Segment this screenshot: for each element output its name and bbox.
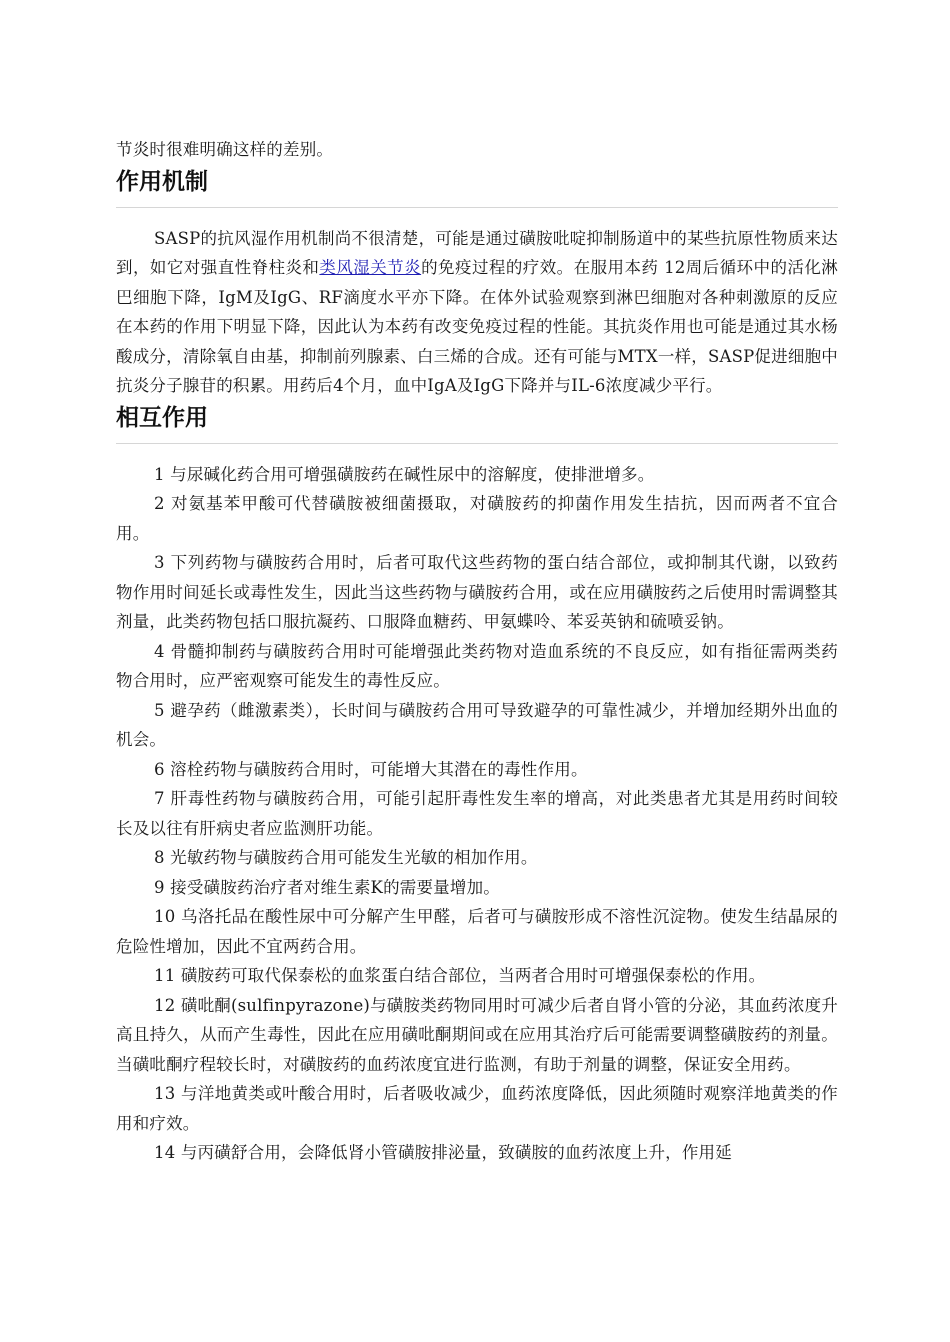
section-heading-interactions: 相互作用	[116, 404, 208, 431]
rheumatoid-arthritis-link[interactable]: 类风湿关节炎	[319, 258, 422, 277]
interaction-item: 14 与丙磺舒合用，会降低肾小管磺胺排泌量，致磺胺的血药浓度上升，作用延	[154, 1143, 732, 1162]
interaction-item: 3 下列药物与磺胺药合用时，后者可取代这些药物的蛋白结合部位，或抑制其代谢，以致药物作用时间延长或毒性发生，因此当这些药物与磺胺药合用，或在应用磺胺药之后使用时需调整其剂量，此类药物包括口服抗凝药、口服降血糖药、甲氨蝶呤、苯妥英钠和硫喷妥钠。	[116, 553, 838, 631]
mechanism-paragraph	[116, 224, 838, 401]
section-divider	[116, 443, 838, 444]
mechanism-text-after: 的免疫过程的疗效。在服用本药 12周后循环中的活化淋巴细胞下降，IgM及IgG、RF滴度水平亦下降。在体外试验观察到淋巴细胞对各种刺激原的反应在本药的作用下明显下降，因此认为本药有改变免疫过程的性能。其抗炎作用也可能是通过其水杨酸成分，清除氧自由基，抑制前列腺素、白三烯的合成。还有可能与MTX一样，SASP促进细胞中抗炎分子腺苷的积累。用药后4个月，血中IgA及IgG下降并与IL-6浓度减少平行。	[116, 258, 838, 395]
interaction-item: 12 磺吡酮(sulfinpyrazone)与磺胺类药物同用时可减少后者自肾小管的分泌，其血药浓度升高且持久，从而产生毒性，因此在应用磺吡酮期间或在应用其治疗后可能需要调整磺胺药的剂量。当磺吡酮疗程较长时，对磺胺药的血药浓度宜进行监测，有助于剂量的调整，保证安全用药。	[116, 995, 838, 1074]
interaction-item: 2 对氨基苯甲酸可代替磺胺被细菌摄取，对磺胺药的抑菌作用发生拮抗，因而两者不宜合用。	[116, 494, 838, 543]
interaction-item: 11 磺胺药可取代保泰松的血浆蛋白结合部位，当两者合用时可增强保泰松的作用。	[154, 966, 766, 985]
interaction-item: 7 肝毒性药物与磺胺药合用，可能引起肝毒性发生率的增高，对此类患者尤其是用药时间较长及以往有肝病史者应监测肝功能。	[116, 789, 838, 838]
mechanism-text-before: SASP的抗风湿作用机制尚不很清楚，可能是通过磺胺吡啶抑制肠道中的某些抗原性物质来达到，如它对强直性脊柱炎和	[116, 228, 838, 277]
document-page	[116, 135, 838, 1168]
interaction-item: 4 骨髓抑制药与磺胺药合用时可能增强此类药物对造血系统的不良反应，如有指征需两类药物合用时，应严密观察可能发生的毒性反应。	[116, 641, 838, 690]
interaction-item: 6 溶栓药物与磺胺药合用时，可能增大其潜在的毒性作用。	[154, 759, 588, 779]
interaction-item: 10 乌洛托品在酸性尿中可分解产生甲醛，后者可与磺胺形成不溶性沉淀物。使发生结晶尿的危险性增加，因此不宜两药合用。	[116, 907, 838, 956]
interaction-list	[116, 460, 838, 1168]
interaction-item: 8 光敏药物与磺胺药合用可能发生光敏的相加作用。	[154, 848, 538, 867]
interaction-item: 5 避孕药（雌激素类），长时间与磺胺药合用可导致避孕的可靠性减少，并增加经期外出血的机会。	[116, 700, 838, 749]
intro-tail-text: 节炎时很难明确这样的差别。	[116, 140, 334, 159]
interaction-item: 1 与尿碱化药合用可增强磺胺药在碱性尿中的溶解度，使排泄增多。	[154, 464, 655, 484]
section-divider	[116, 207, 838, 208]
interaction-item: 9 接受磺胺药治疗者对维生素K的需要量增加。	[154, 877, 500, 897]
section-heading-mechanism: 作用机制	[116, 168, 208, 195]
interaction-item: 13 与洋地黄类或叶酸合用时，后者吸收减少，血药浓度降低，因此须随时观察洋地黄类的作用和疗效。	[116, 1084, 838, 1133]
